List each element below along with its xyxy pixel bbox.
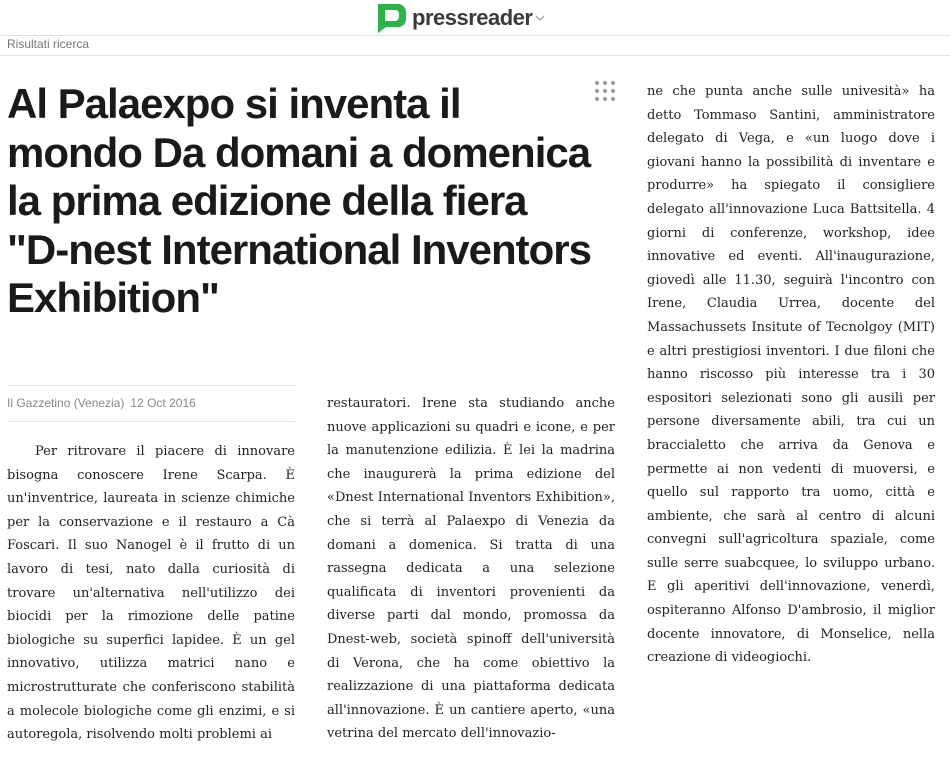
- article-date: 12 Oct 2016: [130, 396, 196, 410]
- top-bar: [0, 0, 950, 36]
- breadcrumb: [0, 36, 950, 56]
- article-meta: [7, 396, 196, 410]
- pressreader-logo[interactable]: [374, 0, 545, 35]
- breadcrumb-search-results[interactable]: Risultati ricerca: [7, 37, 90, 51]
- article-source[interactable]: Il Gazzetino (Venezia): [7, 396, 125, 410]
- article-body-column-3: ne che punta anche sulle univesità» ha detto Tommaso Santini, amministratore delegato di Vega, e «un luogo dove i giovani hanno la possibilità di inventare e produrre» ha spiegato il consigliere delegato all'innovazione Luca Battsitella. 4 giorni di conferenze, workshop, idee innovative ed eventi. All'inaugurazione, giovedì alle 11.30, seguirà l'incontro con Irene, Claudia Urrea, docente del Massachussets Insitute of Tecnolgoy (MIT) e altri prestigiosi inventori. I due filoni che hanno riscosso più interesse tra i 30 espositori selezionati sono gli ausili per persone diversamente abili, tra cui un braccialetto che arriva da Genova e permette ai non vedenti di muoversi, e quello sul rapporto tra uomo, città e ambiente, che sarà al centro di alcuni convegni sull'agricoltura spaziale, come sulle serre suabcquee, lo sviluppo urbano. E gli aperitivi dell'innovazione, venerdì, ospiteranno Alfonso D'ambrosio, il miglior docente innovatore, di Monselice, nella creazione di videogiochi.: [647, 84, 935, 666]
- article-body-column-2: restauratori. Irene sta studiando anche nuove applicazioni su quadri e icone, e per la manutenzione edilizia. È lei la madrina che inaugurerà la prima edizione del «Dnest International Inventors Exhibition», che si terrà al Palaexpo di Venezia da domani a domenica. Si tratta di una rassegna dedicata a una selezione qualificata di inventori provenienti da diverse parti dal mondo, promossa da Dnest-web, società spinoff dell'università di Verona, che ha come obiettivo la realizzazione di una piattaforma dedicata all'innovazione. È un cantiere aperto, «una vetrina del mercato dell'innovazio-: [327, 396, 615, 742]
- pressreader-logo-icon: [374, 1, 408, 35]
- brand-name: pressreader: [412, 4, 533, 30]
- article-title: Al Palaexpo si inventa il mondo Da domani a domenica la prima edizione della fiera "D-nest International Inventors Exhibition": [7, 80, 591, 321]
- meta-divider-bottom: [7, 421, 295, 422]
- drag-grid-icon[interactable]: [594, 80, 616, 102]
- meta-divider-top: [7, 385, 295, 386]
- chevron-down-icon[interactable]: [535, 13, 545, 23]
- article-body-column-1: Per ritrovare il piacere di innovare bisogna conoscere Irene Scarpa. È un'inventrice, laureata in scienze chimiche per la conservazione e il restauro a Cà Foscari. Il suo Nanogel è il frutto di un lavoro di tesi, nato dalla curiosità di trovare un'alternativa nell'utilizzo dei biocidi per la rimozione delle patine biologiche su superfici lapidee. È un gel innovativo, utilizza matrici nano e microstrutturate che conferiscono stabilità a molecole biologiche come gli enzimi, e si autoregola, risolvendo molti problemi ai: [7, 444, 295, 743]
